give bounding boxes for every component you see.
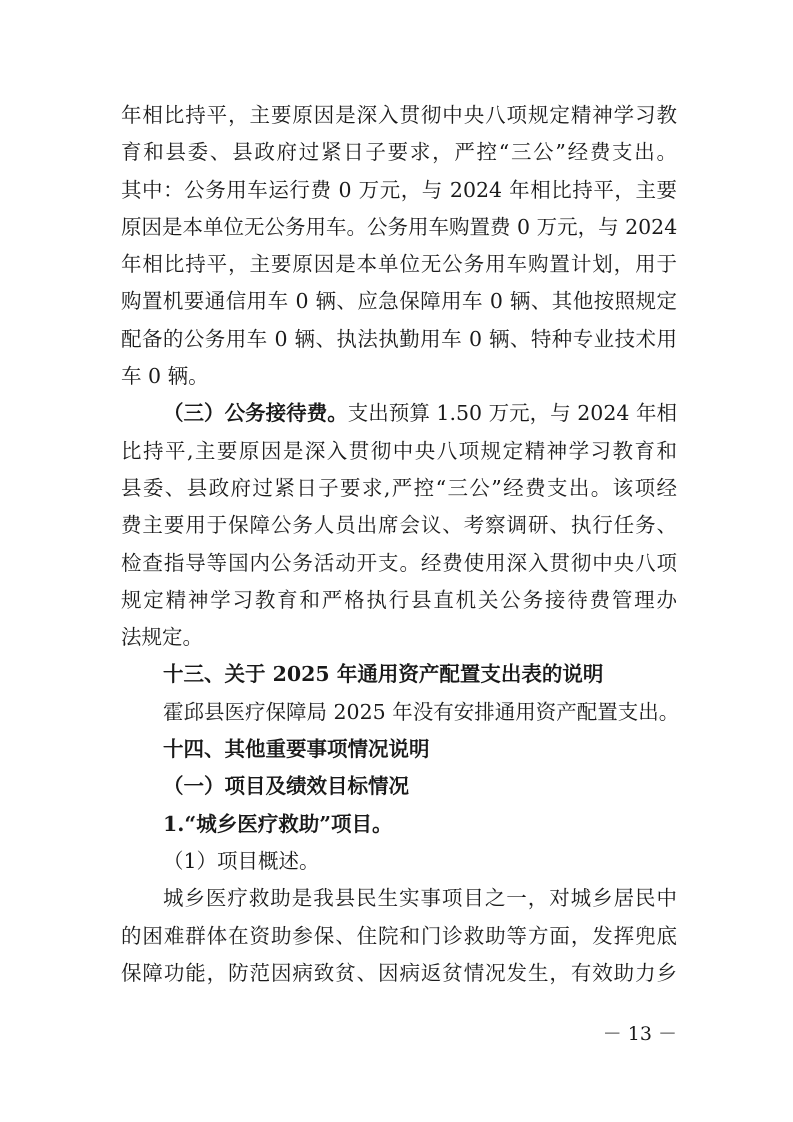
reception-fee-text: 支出预算 1.50 万元，与 2024 年相 xyxy=(347,401,677,426)
paragraph-line: 规定精神学习教育和严格执行县直机关公务接待费管理办 xyxy=(121,587,677,612)
paragraph-line: 的困难群体在资助参保、住院和门诊救助等方面，发挥兜底 xyxy=(121,923,677,948)
paragraph-line: 配备的公务用车 0 辆、执法执勤用车 0 辆、特种专业技术用 xyxy=(121,326,677,351)
paragraph-line: 原因是本单位无公务用车。公务用车购置费 0 万元，与 2024 xyxy=(121,214,678,239)
reception-fee-heading: （三）公务接待费。 xyxy=(163,401,348,426)
paragraph-line: 育和县委、县政府过紧日子要求，严控“三公”经费支出。 xyxy=(121,140,677,165)
paragraph-line: 年相比持平，主要原因是深入贯彻中央八项规定精神学习教 xyxy=(121,103,677,127)
paragraph-line: 保障功能，防范因病致贫、因病返贫情况发生，有效助力乡 xyxy=(121,960,677,985)
reception-fee-line xyxy=(121,395,677,432)
page-number: － 13 － xyxy=(602,1023,677,1045)
paragraph-line: 法规定。 xyxy=(121,625,203,650)
paragraph-line: 其中：公务用车运行费 0 万元，与 2024 年相比持平，主要 xyxy=(121,177,677,202)
paragraph-line: 购置机要通信用车 0 辆、应急保障用车 0 辆、其他按照规定 xyxy=(121,289,677,314)
paragraph-line: 城乡医疗救助是我县民生实事项目之一，对城乡居民中 xyxy=(163,886,677,911)
subsection-1-title: （一）项目及绩效目标情况 xyxy=(163,774,409,799)
section-14-title: 十四、其他重要事项情况说明 xyxy=(163,737,430,762)
item-1-subtitle: （1）项目概述。 xyxy=(163,848,320,873)
paragraph-line: 检查指导等国内公务活动开支。经费使用深入贯彻中央八项 xyxy=(121,550,677,575)
paragraph-line: 比持平,主要原因是深入贯彻中央八项规定精神学习教育和 xyxy=(121,438,677,463)
paragraph-line: 县委、县政府过紧日子要求,严控“三公”经费支出。该项经 xyxy=(121,475,677,500)
section-13-text: 霍邱县医疗保障局 2025 年没有安排通用资产配置支出。 xyxy=(163,699,680,724)
body-text xyxy=(121,97,680,992)
section-13-title: 十三、关于 2025 年通用资产配置支出表的说明 xyxy=(163,662,604,687)
paragraph-line: 车 0 辆。 xyxy=(121,364,209,389)
paragraph-line: 费主要用于保障公务人员出席会议、考察调研、执行任务、 xyxy=(121,513,677,538)
paragraph-line: 年相比持平，主要原因是本单位无公务用车购置计划，用于 xyxy=(121,252,677,277)
item-1-title: 1.“城乡医疗救助”项目。 xyxy=(163,811,393,836)
